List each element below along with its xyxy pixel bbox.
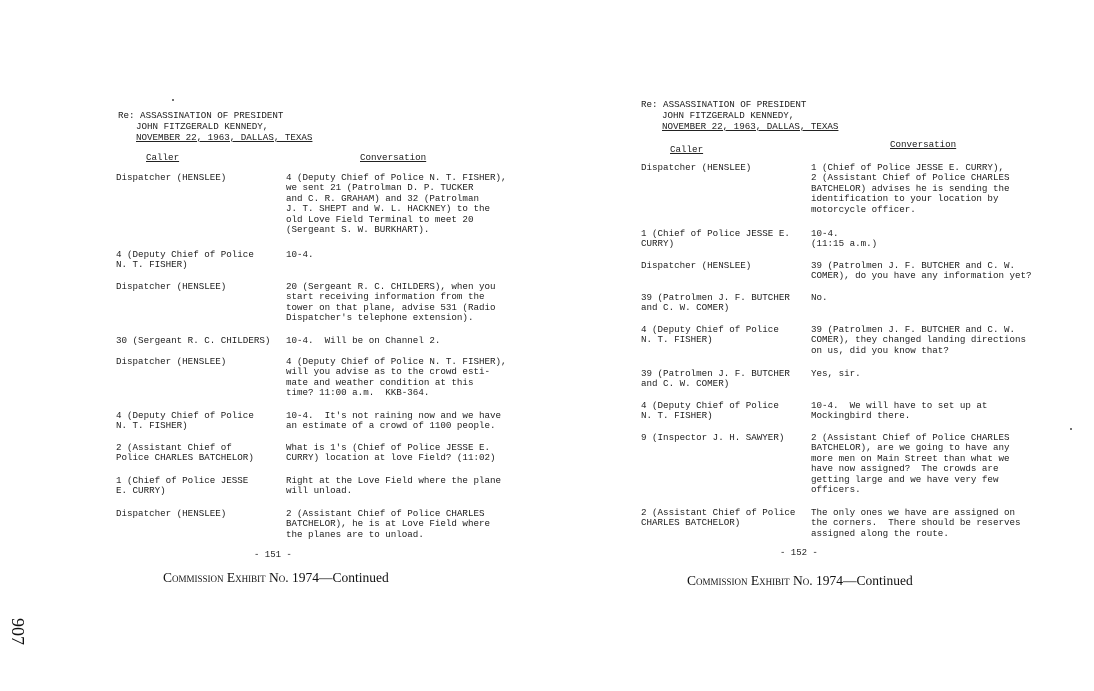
caller-cell — [116, 411, 254, 432]
conversation-line: 10-4. We will have to set up at — [811, 400, 988, 411]
caller-line: 4 (Deputy Chief of Police — [641, 324, 779, 335]
caller-line: CURRY) — [641, 238, 675, 250]
conversation-line: 1 (Chief of Police JESSE E. CURRY), — [811, 162, 1004, 173]
conversation-line: start receiving information from the — [286, 291, 485, 303]
caller-cell — [641, 293, 790, 314]
caller-line: N. T. FISHER) — [641, 410, 713, 422]
left-re-line-1: Re: ASSASSINATION OF PRESIDENT — [118, 110, 284, 121]
left-re-line-3: NOVEMBER 22, 1963, DALLAS, TEXAS — [136, 132, 313, 143]
caller-line: CHARLES BATCHELOR) — [641, 517, 741, 529]
conversation-cell — [286, 509, 490, 540]
left-conversation-header: Conversation — [360, 152, 427, 163]
conversation-cell — [811, 261, 1032, 282]
conversation-line: and C. R. GRAHAM) and 32 (Patrolman — [286, 192, 479, 204]
conversation-cell — [286, 250, 314, 260]
conversation-line: will unload. — [286, 485, 353, 497]
conversation-line: 2 (Assistant Chief of Police CHARLES — [811, 172, 1010, 184]
conversation-cell — [811, 508, 1021, 539]
right-exhibit-caption — [687, 573, 913, 589]
scan-speck — [172, 99, 174, 101]
caller-line: N. T. FISHER) — [116, 259, 188, 271]
caller-cell — [116, 173, 226, 183]
conversation-line: 4 (Deputy Chief of Police N. T. FISHER), — [286, 172, 507, 183]
conversation-line: assigned along the route. — [811, 527, 949, 539]
conversation-line: No. — [811, 292, 828, 303]
conversation-line: an estimate of a crowd of 1100 people. — [286, 420, 496, 432]
conversation-cell — [286, 476, 501, 497]
caller-cell — [116, 357, 226, 367]
conversation-cell — [811, 163, 1009, 215]
conversation-cell — [286, 357, 507, 399]
conversation-line: motorcycle officer. — [811, 203, 916, 215]
conversation-line: mate and weather condition at this — [286, 376, 474, 388]
conversation-line: Mockingbird there. — [811, 410, 911, 422]
conversation-line: 10-4. — [286, 249, 314, 260]
caller-cell — [116, 282, 226, 292]
conversation-line: 20 (Sergeant R. C. CHILDERS), when you — [286, 281, 496, 292]
left-exhibit-caption — [163, 570, 389, 586]
caller-cell — [641, 229, 790, 250]
caller-cell — [641, 369, 790, 390]
caller-cell — [641, 401, 779, 422]
caller-line: Dispatcher (HENSLEE) — [116, 172, 227, 183]
conversation-line: old Love Field Terminal to meet 20 — [286, 213, 474, 225]
conversation-cell — [811, 229, 877, 250]
conversation-line: (Sergeant S. W. BURKHART). — [286, 224, 430, 236]
caller-cell — [641, 325, 779, 346]
right-re-line-3: NOVEMBER 22, 1963, DALLAS, TEXAS — [662, 121, 839, 132]
conversation-line: 39 (Patrolmen J. F. BUTCHER and C. W. — [811, 324, 1015, 335]
right-caption-part-a: Commission Exhibit No. — [687, 573, 813, 588]
conversation-line: Yes, sir. — [811, 368, 861, 379]
caller-line: and C. W. COMER) — [641, 302, 730, 314]
conversation-line: 10-4. It's not raining now and we have — [286, 410, 502, 421]
caller-cell — [641, 433, 784, 443]
conversation-line: COMER), they changed landing directions — [811, 334, 1027, 346]
right-conversation-header: Conversation — [890, 139, 957, 150]
conversation-line: have now assigned? The crowds are — [811, 463, 999, 475]
conversation-cell — [811, 325, 1026, 356]
conversation-cell — [286, 173, 507, 235]
conversation-cell — [286, 443, 496, 464]
conversation-line: 10-4. — [811, 228, 839, 239]
caller-line: 2 (Assistant Chief of Police — [641, 507, 796, 518]
conversation-line: tower on that plane, advise 531 (Radio — [286, 301, 496, 313]
caller-line: 39 (Patrolmen J. F. BUTCHER — [641, 368, 790, 379]
caller-line: Dispatcher (HENSLEE) — [641, 260, 752, 271]
volume-page-number: 907 — [8, 618, 28, 645]
caller-cell — [641, 163, 751, 173]
right-caller-header: Caller — [670, 144, 704, 155]
conversation-line: (11:15 a.m.) — [811, 238, 878, 250]
caller-line: 4 (Deputy Chief of Police — [641, 400, 779, 411]
conversation-line: 2 (Assistant Chief of Police CHARLES — [811, 432, 1010, 443]
conversation-line: will you advise as to the crowd esti- — [286, 366, 490, 378]
caller-line: 1 (Chief of Police JESSE — [116, 475, 249, 486]
left-caption-part-a: Commission Exhibit No. — [163, 570, 289, 585]
conversation-line: officers. — [811, 484, 861, 496]
caller-line: E. CURRY) — [116, 485, 166, 497]
caller-line: 9 (Inspector J. H. SAWYER) — [641, 432, 785, 443]
conversation-line: the corners. There should be reserves — [811, 517, 1021, 529]
conversation-line: The only ones we have are assigned on — [811, 507, 1015, 518]
caller-line: Dispatcher (HENSLEE) — [116, 356, 227, 367]
caller-line: Police CHARLES BATCHELOR) — [116, 452, 254, 464]
caller-line: 4 (Deputy Chief of Police — [116, 249, 254, 260]
conversation-line: we sent 21 (Patrolman D. P. TUCKER — [286, 182, 474, 194]
left-caption-part-b: 1974—Continued — [292, 570, 389, 585]
caller-cell — [641, 261, 751, 271]
conversation-cell — [286, 411, 501, 432]
right-re-line-2: JOHN FITZGERALD KENNEDY, — [662, 110, 795, 121]
caller-line: 30 (Sergeant R. C. CHILDERS) — [116, 335, 271, 346]
conversation-line: time? 11:00 a.m. KKB-364. — [286, 387, 430, 399]
caller-line: 4 (Deputy Chief of Police — [116, 410, 254, 421]
conversation-cell — [811, 369, 861, 379]
caller-cell — [116, 509, 226, 519]
conversation-cell — [286, 336, 440, 346]
caller-line: N. T. FISHER) — [641, 334, 713, 346]
caller-cell — [116, 476, 248, 497]
conversation-cell — [286, 282, 496, 324]
left-caller-header: Caller — [146, 152, 180, 163]
conversation-line: Right at the Love Field where the plane — [286, 475, 502, 486]
conversation-line: identification to your location by — [811, 193, 999, 205]
caller-line: 1 (Chief of Police JESSE E. — [641, 228, 790, 239]
conversation-line: CURRY) location at love Field? (11:02) — [286, 452, 496, 464]
conversation-line: J. T. SHEPT and W. L. HACKNEY) to the — [286, 203, 490, 215]
conversation-cell — [811, 433, 1009, 495]
conversation-line: BATCHELOR) advises he is sending the — [811, 182, 1010, 194]
caller-line: N. T. FISHER) — [116, 420, 188, 432]
conversation-line: 2 (Assistant Chief of Police CHARLES — [286, 508, 485, 519]
right-page-number: - 152 - — [780, 548, 818, 558]
conversation-line: COMER), do you have any information yet? — [811, 270, 1032, 282]
scan-speck — [1070, 428, 1072, 430]
caller-cell — [116, 443, 254, 464]
conversation-line: getting large and we have very few — [811, 473, 999, 485]
caller-line: Dispatcher (HENSLEE) — [116, 281, 227, 292]
caller-cell — [116, 250, 254, 271]
caller-cell — [641, 508, 795, 529]
conversation-line: more men on Main Street than what we — [811, 452, 1010, 464]
right-caption-part-b: 1974—Continued — [816, 573, 913, 588]
conversation-line: What is 1's (Chief of Police JESSE E. — [286, 442, 490, 453]
conversation-cell — [811, 401, 987, 422]
caller-line: Dispatcher (HENSLEE) — [116, 508, 227, 519]
caller-line: 2 (Assistant Chief of — [116, 442, 232, 453]
conversation-line: the planes are to unload. — [286, 528, 424, 540]
left-page-number: - 151 - — [254, 550, 292, 560]
conversation-line: on us, did you know that? — [811, 344, 949, 356]
left-re-line-2: JOHN FITZGERALD KENNEDY, — [136, 121, 269, 132]
caller-line: and C. W. COMER) — [641, 378, 730, 390]
conversation-cell — [811, 293, 828, 303]
conversation-line: 4 (Deputy Chief of Police N. T. FISHER), — [286, 356, 507, 367]
conversation-line: BATCHELOR), are we going to have any — [811, 442, 1010, 454]
conversation-line: Dispatcher's telephone extension). — [286, 312, 474, 324]
caller-line: 39 (Patrolmen J. F. BUTCHER — [641, 292, 790, 303]
conversation-line: 39 (Patrolmen J. F. BUTCHER and C. W. — [811, 260, 1015, 271]
right-re-line-1: Re: ASSASSINATION OF PRESIDENT — [641, 99, 807, 110]
conversation-line: BATCHELOR), he is at Love Field where — [286, 518, 490, 530]
caller-cell — [116, 336, 270, 346]
caller-line: Dispatcher (HENSLEE) — [641, 162, 752, 173]
conversation-line: 10-4. Will be on Channel 2. — [286, 335, 441, 346]
